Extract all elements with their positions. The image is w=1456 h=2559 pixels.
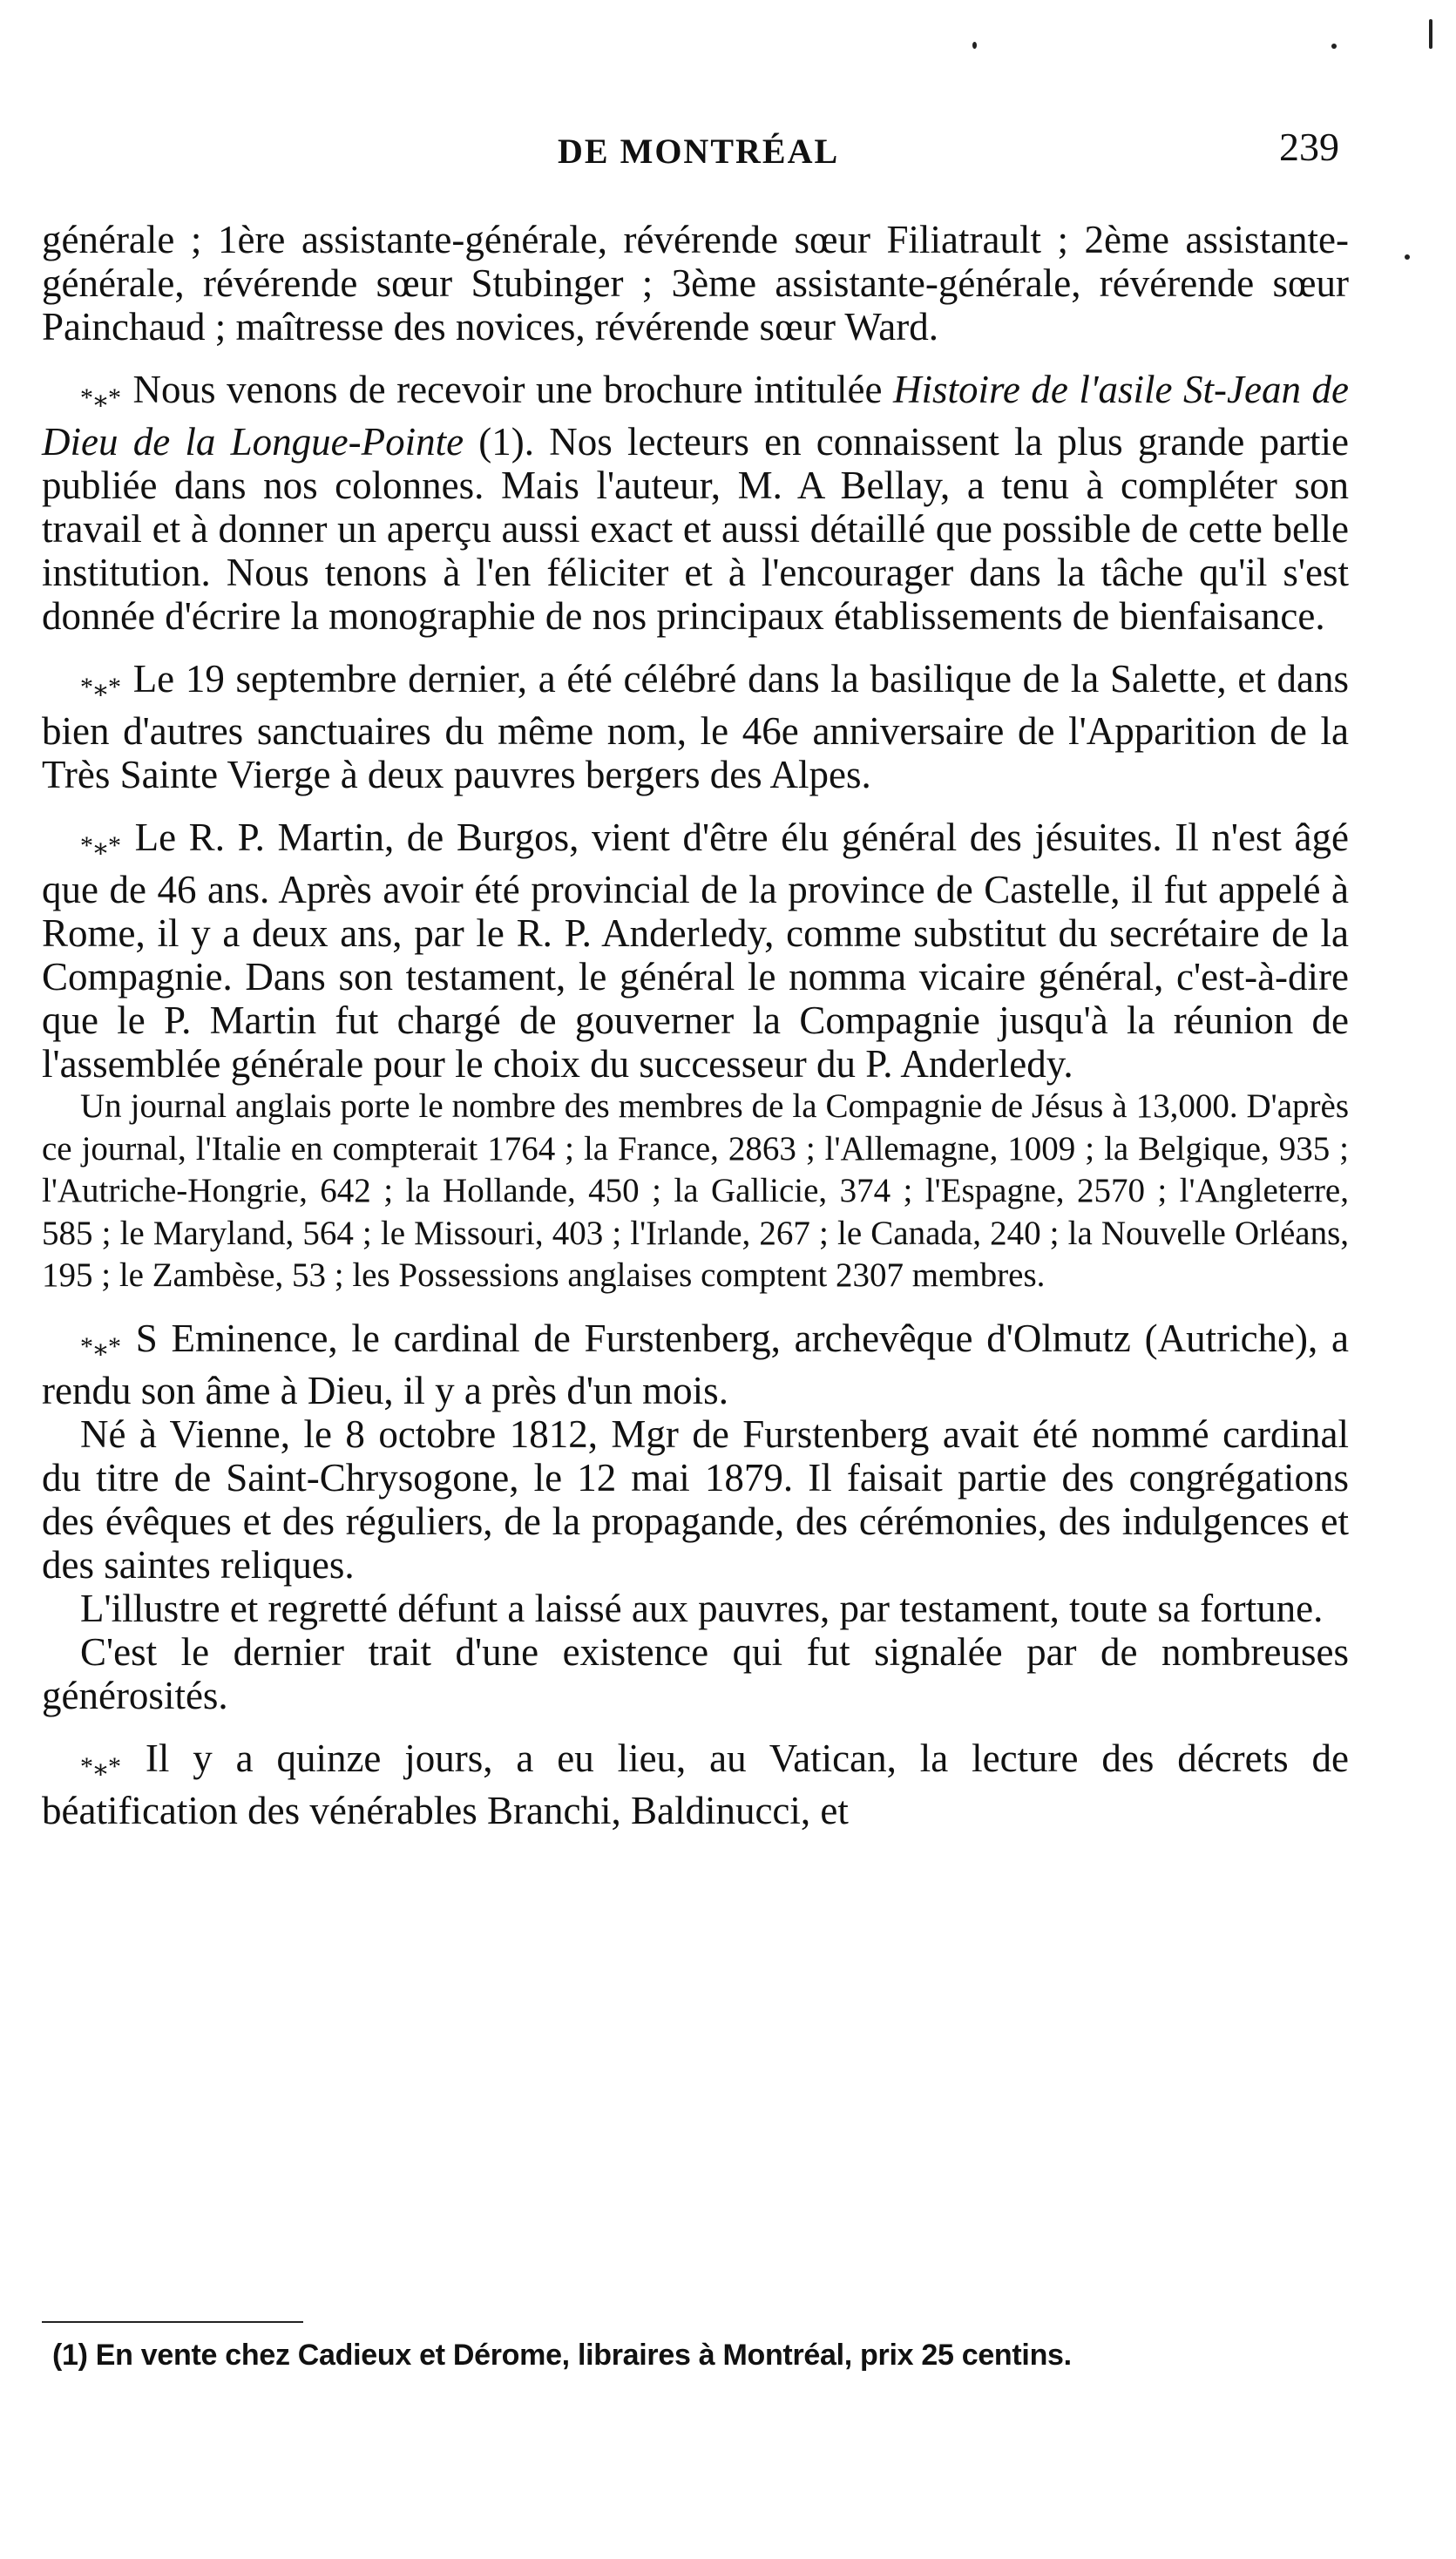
paragraph-9: C'est le dernier trait d'une existence qui fut signalée par de nombreuses générosités.	[42, 1629, 1349, 1717]
asterism: *⁎*	[80, 383, 122, 412]
paragraph-7: Né à Vienne, le 8 octobre 1812, Mgr de Furstenberg avait été nommé cardinal du titre de Saint-Chrysogone, le 12 mai 1879. Il faisait partie des congrégations des évêques et des réguliers, de la propagande, des cérémonies, des indulgences et des saintes reliques.	[42, 1412, 1349, 1587]
body-text	[42, 218, 1349, 1832]
print-speck	[1429, 19, 1432, 49]
paragraph-3: *⁎* Le 19 septembre dernier, a été célébré dans la basilique de la Salette, et dans bien d'autres sanctuaires du même nom, le 46e anniversaire de l'Apparition de la Très Sainte Vierge à deux pauvres bergers des Alpes.	[42, 657, 1349, 796]
paragraph-4: *⁎* Le R. P. Martin, de Burgos, vient d'être élu général des jésuites. Il n'est âgé que de 46 ans. Après avoir été provincial de la province de Castelle, il fut appelé à Rome, il y a deux ans, par le R. P. Anderledy, comme substitut du secrétaire de la Compagnie. Dans son testament, le général le nomma vicaire général, c'est-à-dire que le P. Martin fut chargé de gouverner la Compagnie jusqu'à la réunion de l'assemblée générale pour le choix du successeur du P. Anderledy.	[42, 816, 1349, 1086]
asterism: *⁎*	[80, 673, 122, 701]
paragraph-10: *⁎* Il y a quinze jours, a eu lieu, au Vatican, la lecture des décrets de béatification des vénérables Branchi, Baldinucci, et	[42, 1736, 1349, 1832]
asterism: *⁎*	[80, 1331, 122, 1361]
book-title: Histoire de l'asile St-Jean de Dieu de la Longue-Pointe	[42, 368, 1349, 464]
paragraph-1: générale ; 1ère assistante-générale, révérende sœur Filiatrault ; 2ème assistante-générale, révérende sœur Stubinger ; 3ème assistante-générale, révérende sœur Painchaud ; maîtresse des novices, révérende sœur Ward.	[42, 218, 1349, 349]
print-speck	[1405, 254, 1410, 260]
print-speck	[972, 42, 977, 49]
paragraph-6: *⁎* S Eminence, le cardinal de Furstenberg, archevêque d'Olmutz (Autriche), a rendu son âme à Dieu, il y a près d'un mois.	[42, 1316, 1349, 1412]
page-number: 239	[1279, 125, 1339, 169]
paragraph-8: L'illustre et regretté défunt a laissé aux pauvres, par testament, toute sa fortune.	[80, 1586, 1324, 1630]
asterism: *⁎*	[80, 1751, 122, 1781]
asterism: *⁎*	[80, 831, 122, 860]
paragraph-2: *⁎* Nous venons de recevoir une brochure intitulée Histoire de l'asile St-Jean de Dieu de la Longue-Pointe (1). Nos lecteurs en connaissent la plus grande partie publiée dans nos colonnes. Mais l'auteur, M. A Bellay, a tenu à compléter son travail et à donner un aperçu aussi exact et aussi détaillé que possible de cette belle institution. Nous tenons à l'en féliciter et à l'encourager dans la tâche qu'il s'est donnée d'écrire la monographie de nos principaux établissements de bienfaisance.	[42, 368, 1350, 638]
footnote: (1) En vente chez Cadieux et Dérome, libraires à Montréal, prix 25 centins.	[52, 2339, 1072, 2372]
print-speck	[1331, 44, 1337, 49]
paragraph-5: Un journal anglais porte le nombre des membres de la Compagnie de Jésus à 13,000. D'après ce journal, l'Italie en compterait 1764 ; la France, 2863 ; l'Allemagne, 1009 ; la Belgique, 935 ; l'Autriche-Hongrie, 642 ; la Hollande, 450 ; la Gallicie, 374 ; l'Espagne, 2570 ; l'Angleterre, 585 ; le Maryland, 564 ; le Missouri, 403 ; l'Irlande, 267 ; le Canada, 240 ; la Nouvelle Orléans, 195 ; le Zambèse, 53 ; les Possessions anglaises comptent 2307 membres.	[42, 1087, 1349, 1294]
footnote-rule	[42, 2321, 303, 2323]
running-head: DE MONTRÉAL	[558, 132, 840, 171]
